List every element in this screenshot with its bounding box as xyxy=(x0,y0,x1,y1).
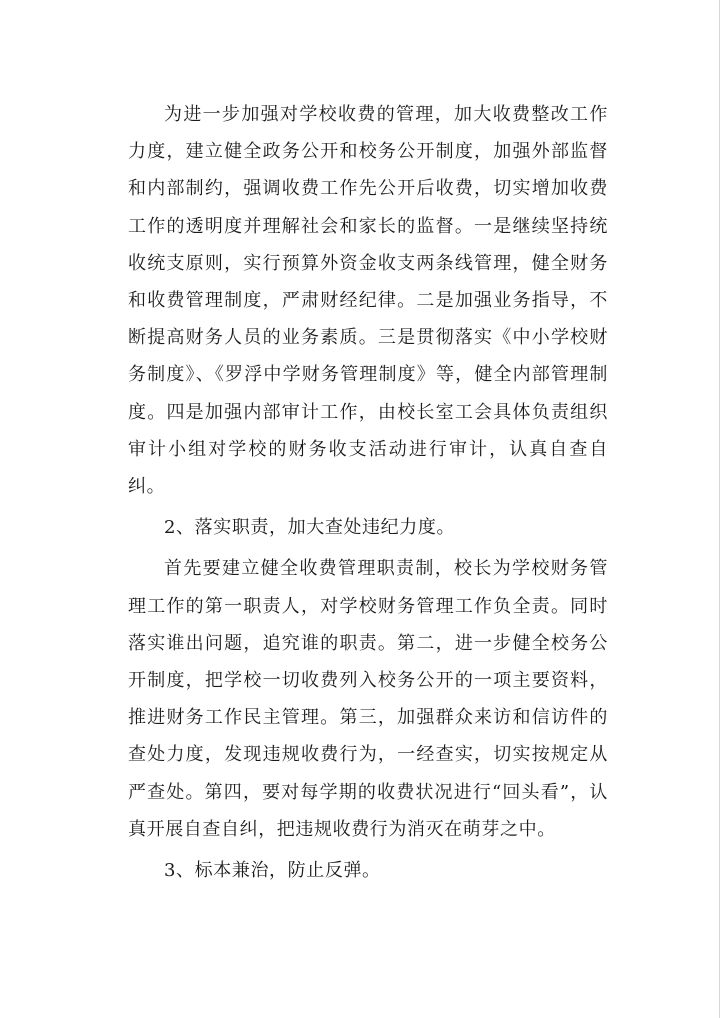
paragraph-responsibilities: 首先要建立健全收费管理职责制，校长为学校财务管理工作的第一职责人，对学校财务管理工作负全责。同时落实谁出问题，追究谁的职责。第二，进一步健全校务公开制度，把学校一切收费列入校务公开的一项主要资料，推进财务工作民主管理。第三，加强群众来访和信访件的查处力度，发现违规收费行为，一经查实，切实按规定从严查处。第四，要对每学期的收费状况进行“回头看”，认真开展自查自纠，把违规收费行为消灭在萌芽之中。 xyxy=(128,558,608,840)
document-body xyxy=(128,96,608,889)
section-heading-3: 3、标本兼治，防止反弹。 xyxy=(164,860,381,882)
section-heading-2: 2、落实职责，加大查处违纪力度。 xyxy=(164,517,456,539)
paragraph-fee-management: 为进一步加强对学校收费的管理，加大收费整改工作力度，建立健全政务公开和校务公开制度，加强外部监督和内部制约，强调收费工作先公开后收费，切实增加收费工作的透明度并理解社会和家长的监督。一是继续坚持统收统支原则，实行预算外资金收支两条线管理，健全财务和收费管理制度，严肃财经纪律。二是加强业务指导，不断提高财务人员的业务素质。三是贯彻落实《中小学校财务制度》、《罗浮中学财务管理制度》等，健全内部管理制度。四是加强内部审计工作，由校长室工会具体负责组织审计小组对学校的财务收支活动进行审计，认真自查自纠。 xyxy=(128,104,608,498)
